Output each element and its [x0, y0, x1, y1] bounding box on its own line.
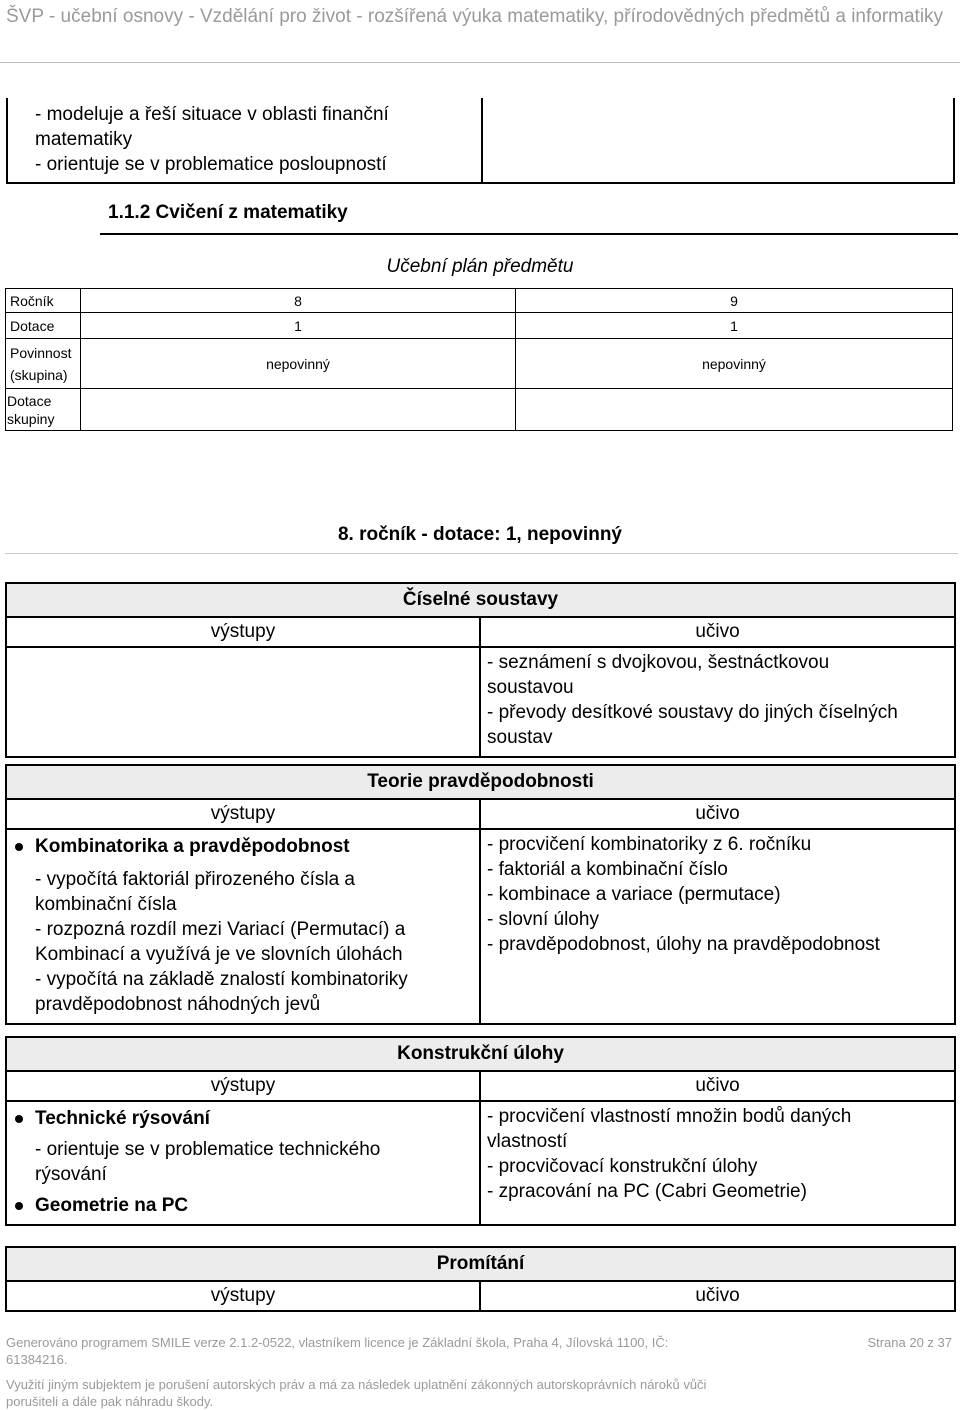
- outputs-column: [7, 1282, 481, 1310]
- content-column: [481, 1282, 954, 1310]
- grade-title: 8. ročník - dotace: 1, nepovinný: [337, 524, 622, 545]
- content-line: - faktoriál a kombinační číslo: [487, 859, 728, 880]
- outputs-column: [7, 1072, 481, 1224]
- footer-line: Generováno programem SMILE verze 2.1.2-0522, vlastníkem licence je Základní škola, Praha 4, Jílovská 1100, IČ:: [6, 1335, 669, 1350]
- plan-cell-8: nepovinný: [81, 339, 516, 389]
- content-header: učivo: [481, 1072, 954, 1102]
- carry-over-table: [6, 98, 955, 184]
- carry-line: - orientuje se v problematice posloupností: [35, 154, 387, 175]
- output-line: Kombinací a využívá je ve slovních úlohách: [35, 944, 403, 965]
- output-bullet-heading: Geometrie na PC: [13, 1193, 473, 1218]
- output-bullet-heading: Kombinatorika a pravděpodobnost: [13, 834, 473, 859]
- plan-cell-9: nepovinný: [516, 339, 953, 389]
- page-number: Strana 20 z 37: [867, 1335, 952, 1350]
- content-column: [481, 618, 954, 756]
- content-line: - kombinace a variace (permutace): [487, 884, 781, 905]
- carry-column-divider: [481, 98, 483, 182]
- plan-cell-8: 8: [81, 289, 516, 313]
- carry-line: - modeluje a řeší situace v oblasti finanční: [35, 104, 389, 125]
- content-line: - slovní úlohy: [487, 909, 599, 930]
- topic-title: Konstrukční úlohy: [7, 1038, 954, 1072]
- footer-line: Využití jiným subjektem je porušení autorských práv a má za následek uplatnění zákonných autorskoprávních nároků vůči: [6, 1377, 707, 1392]
- content-line: - procvičení kombinatoriky z 6. ročníku: [487, 834, 812, 855]
- content-line: - procvičení vlastností množin bodů daných: [487, 1106, 852, 1127]
- outputs-header: výstupy: [210, 1285, 276, 1306]
- output-line: rýsování: [35, 1164, 107, 1185]
- outputs-column: [7, 618, 481, 756]
- content-header: učivo: [481, 618, 954, 648]
- content-line: - seznámení s dvojkovou, šestnáctkovou: [487, 652, 830, 673]
- plan-cell-8: 1: [81, 313, 516, 339]
- carry-line: matematiky: [35, 129, 133, 150]
- carry-outputs: [35, 102, 389, 177]
- topic-title: Promítání: [7, 1248, 954, 1282]
- plan-row-label: Dotace skupiny: [6, 389, 81, 431]
- content-line: - zpracování na PC (Cabri Geometrie): [487, 1181, 807, 1202]
- plan-cell-9: [516, 389, 953, 431]
- plan-row-label: Ročník: [6, 289, 81, 313]
- content-line: - převody desítkové soustavy do jiných číselných: [487, 702, 898, 723]
- outputs-header: výstupy: [7, 800, 479, 830]
- output-line: - orientuje se v problematice technického: [35, 1139, 381, 1160]
- outputs-header: výstupy: [7, 1072, 479, 1102]
- topic-title: Teorie pravděpodobnosti: [7, 766, 954, 800]
- plan-cell-8: [81, 389, 516, 431]
- content-line: - pravděpodobnost, úlohy na pravděpodobnost: [487, 934, 880, 955]
- content-header: učivo: [481, 800, 954, 830]
- plan-row-label: Povinnost (skupina): [6, 339, 81, 389]
- content-line: soustav: [487, 727, 553, 748]
- header-divider: [0, 62, 960, 63]
- outputs-column: [7, 800, 481, 1023]
- plan-cell-9: 1: [516, 313, 953, 339]
- section-title: 1.1.2 Cvičení z matematiky: [108, 202, 348, 223]
- topic-block-number-systems: [5, 582, 956, 758]
- footer-generated: [6, 1334, 956, 1368]
- footer-line: 61384216.: [6, 1352, 68, 1367]
- topic-block-probability: [5, 764, 956, 1025]
- output-line: - vypočítá faktoriál přirozeného čísla a: [35, 869, 355, 890]
- study-plan-table: [5, 288, 953, 431]
- content-line: - procvičovací konstrukční úlohy: [487, 1156, 758, 1177]
- outputs-header: výstupy: [7, 618, 479, 648]
- output-bullet-heading: Technické rýsování: [13, 1106, 473, 1131]
- content-column: [481, 800, 954, 1023]
- content-line: soustavou: [487, 677, 574, 698]
- content-line: vlastností: [487, 1131, 568, 1152]
- topic-title: Číselné soustavy: [7, 584, 954, 618]
- plan-cell-9: 9: [516, 289, 953, 313]
- section-rule: [100, 233, 958, 235]
- plan-row-label: Dotace: [6, 313, 81, 339]
- output-line: - vypočítá na základě znalostí kombinatoriky: [35, 969, 408, 990]
- output-line: pravděpodobnost náhodných jevů: [35, 994, 321, 1015]
- output-line: kombinační čísla: [35, 894, 177, 915]
- content-header: učivo: [695, 1285, 740, 1306]
- footer-line: porušiteli a dále pak náhradu škody.: [6, 1394, 214, 1409]
- grade-rule: [5, 553, 958, 554]
- output-line: - rozpozná rozdíl mezi Variací (Permutací) a: [35, 919, 406, 940]
- content-column: [481, 1072, 954, 1224]
- footer-copyright: [6, 1376, 806, 1410]
- topic-block-projection: [5, 1246, 956, 1312]
- topic-block-construction: [5, 1036, 956, 1226]
- page-header-title: ŠVP - učební osnovy - Vzdělání pro život - rozšířená výuka matematiky, přírodovědných předmětů a informatiky: [6, 6, 944, 27]
- plan-title: Učební plán předmětu: [386, 256, 574, 277]
